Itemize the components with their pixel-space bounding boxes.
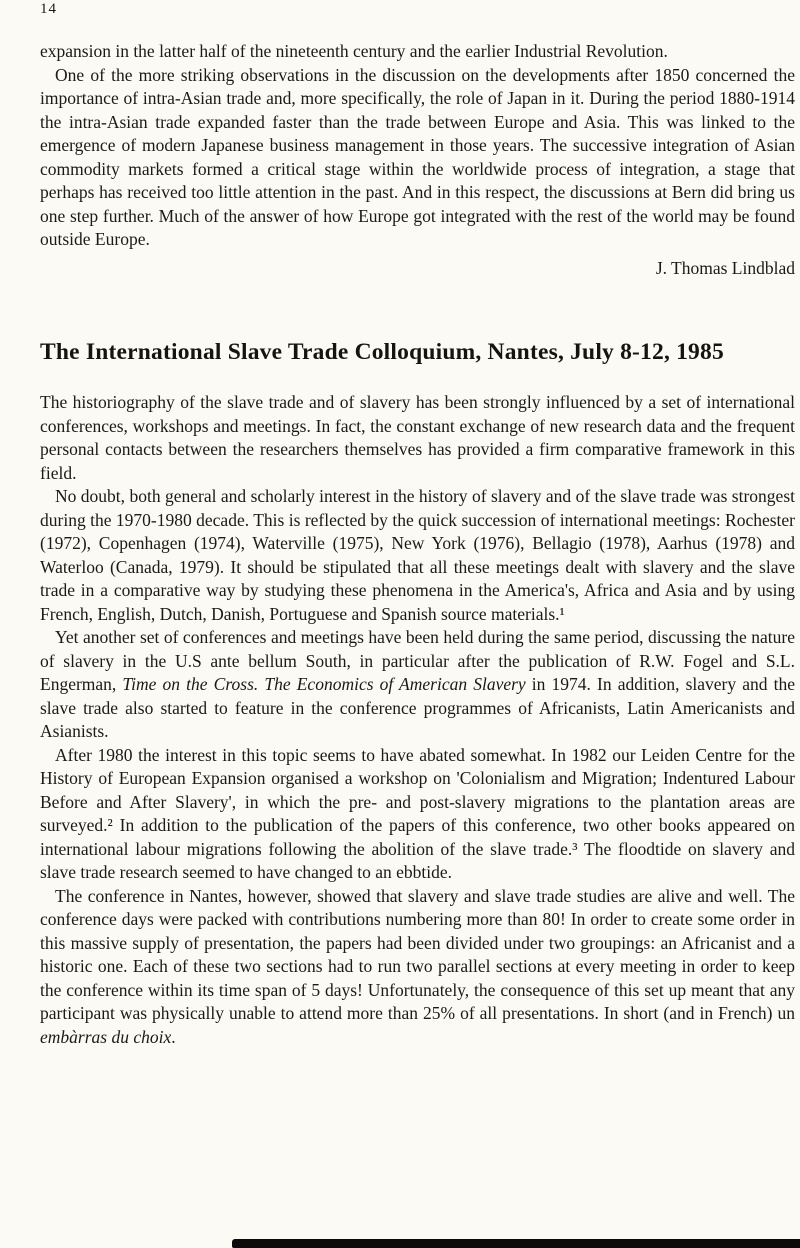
paragraph [40, 626, 795, 744]
paragraph [40, 485, 795, 626]
paragraph [40, 885, 795, 1050]
paragraph [40, 744, 795, 885]
previous-article-paragraphs [40, 40, 795, 252]
scan-artifact-bar [232, 1239, 800, 1248]
italic-text: embàrras du choix [40, 1026, 172, 1047]
text-run: Yet another set of conferences and meetings have been held during the same period, discussing the nature of slavery in the U.S ante bellum South, in particular after the publication of R.W. Fogel and S.L. Engerman, [40, 627, 795, 694]
text-run: The historiography of the slave trade and of slavery has been strongly influenced by a set of international conferences, workshops and meetings. In fact, the constant exchange of new research data and the frequent personal contacts between the researchers themselves has provided a firm comparative framework in this field. [40, 392, 795, 483]
author-signature: J. Thomas Lindblad [655, 257, 795, 278]
previous-article-end [40, 40, 795, 280]
text-run: After 1980 the interest in this topic seems to have abated somewhat. In 1982 our Leiden Centre for the History of European Expansion organised a workshop on 'Colonialism and Migration; Indentured Labour Before and After Slavery', in which the pre- and post-slavery migrations to the plantation areas are surveyed.² In addition to the publication of the papers of this conference, two other books appeared on international labour migrations following the abolition of the slave trade.³ The floodtide on slavery and slave trade research seemed to have changed to an ebbtide. [40, 744, 795, 882]
article-paragraphs [40, 391, 795, 1049]
text-run: One of the more striking observations in the discussion on the developments after 1850 concerned the importance of intra-Asian trade and, more specifically, the role of Japan in it. During the period 1880-1914 the intra-Asian trade expanded faster than the trade between Europe and Asia. This was linked to the emergence of modern Japanese business management in those years. The successive integration of Asian commodity markets formed a critical stage within the worldwide process of integration, a stage that perhaps has received too little attention in the past. And in this respect, the discussions at Bern did bring us one step further. Much of the answer of how Europe got integrated with the rest of the world may be found outside Europe. [40, 64, 795, 249]
article-title: The International Slave Trade Colloquium, Nantes, July 8-12, 1985 [40, 339, 724, 365]
italic-text: Time on the Cross. The Economics of American Slavery [122, 674, 526, 694]
text-run: No doubt, both general and scholarly interest in the history of slavery and of the slave trade was strongest during the 1970-1980 decade. This is reflected by the quick succession of international meetings: Rochester (1972), Copenhagen (1974), Waterville (1975), New York (1976), Bellagio (1978), Aarhus (1978) and Waterloo (Canada, 1979). It should be stipulated that all these meetings dealt with slavery and the slave trade in a comparative way by studying these phenomena in the America's, Africa and Asia and by using French, English, Dutch, Danish, Portuguese and Spanish source materials.¹ [40, 486, 795, 624]
article [40, 337, 795, 1049]
page-number: 14 [40, 1, 57, 17]
text-run: in 1974. In addition, slavery and the slave trade also started to feature in the conference programmes of Africanists, Latin Americanists and Asianists. [40, 674, 795, 741]
text-run: . [171, 1026, 176, 1047]
text-run: expansion in the latter half of the nineteenth century and the earlier Industrial Revolution. [40, 41, 668, 61]
paragraph [40, 40, 795, 64]
text-run: The conference in Nantes, however, showed that slavery and slave trade studies are alive and well. The conference days were packed with contributions numbering more than 80! In order to create some order in this massive supply of presentation, the papers had been divided under two groupings: an Africanist and a historic one. Each of these two sections had to run two parallel sections at every meeting in order to keep the conference within its time span of 5 days! Unfortunately, the consequence of this set up meant that any participant was physically unable to attend more than 25% of all presentations. In short (and in French) un [40, 885, 795, 1023]
paragraph [40, 64, 795, 252]
paragraph [40, 391, 795, 485]
